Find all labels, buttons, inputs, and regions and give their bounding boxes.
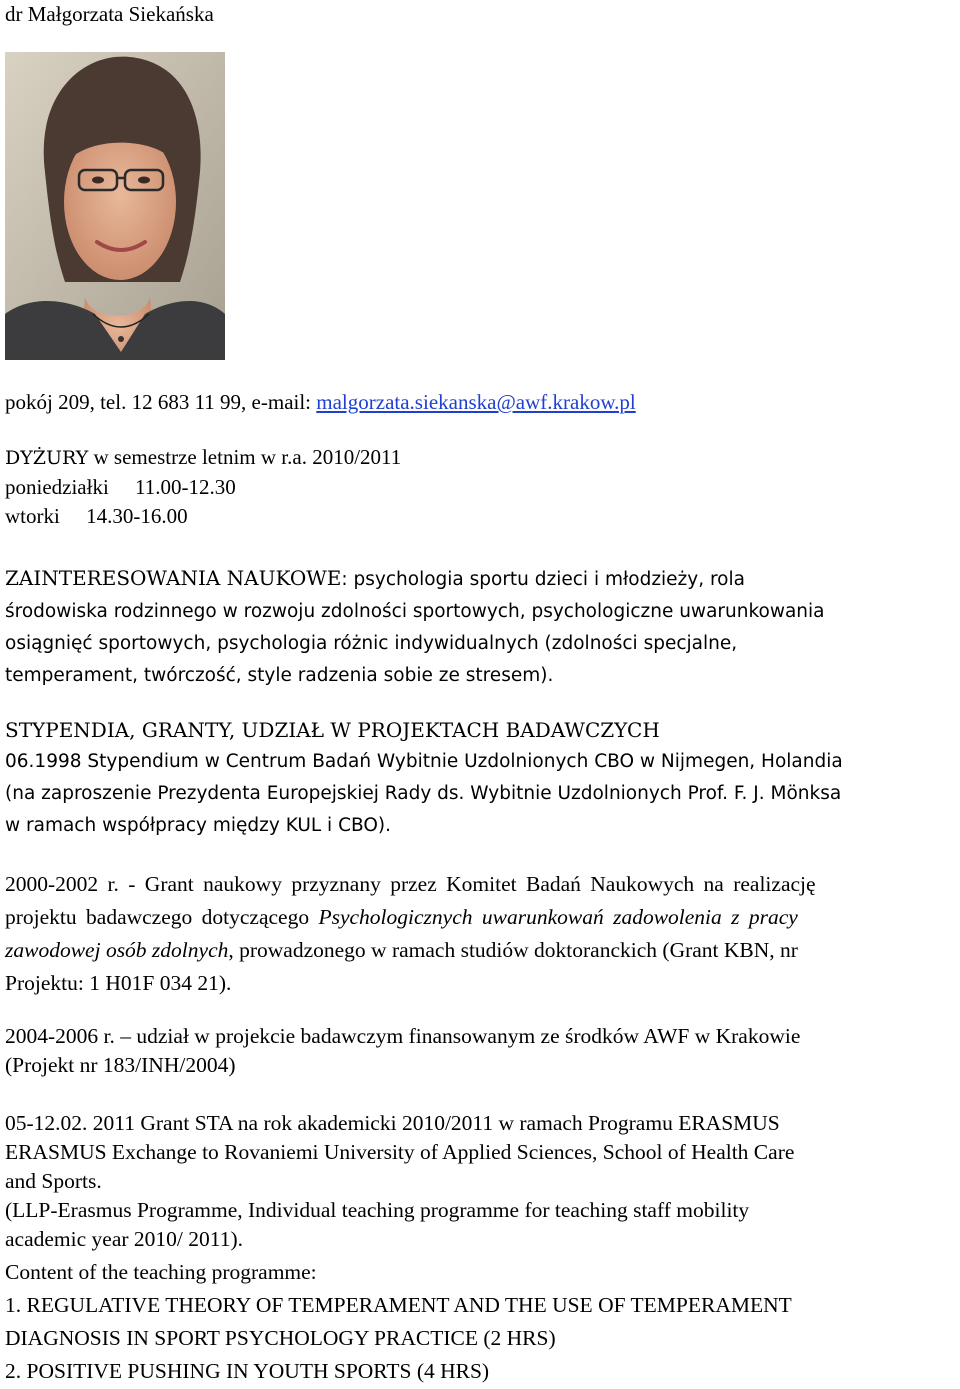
grant-kbn-title-cont: zawodowej osób zdolnych	[5, 938, 229, 962]
duty-tuesday: wtorki 14.30-16.00	[5, 504, 188, 528]
grant-erasmus-line-4: (LLP-Erasmus Programme, Individual teaching programme for teaching staff mobility	[5, 1198, 750, 1222]
contact-text: pokój 209, tel. 12 683 11 99, e-mail:	[5, 390, 317, 414]
grant-kbn-text-cont: , prowadzonego w ramach studiów doktoranckich (Grant KBN, nr	[228, 938, 798, 962]
duty-semester: w semestrze letnim w r.a. 2010/2011	[88, 445, 402, 469]
interests-line-2: środowiska rodzinnego w rozwoju zdolności sportowych, psychologiczne uwarunkowania	[5, 601, 825, 622]
author-name: dr Małgorzata Siekańska	[5, 2, 214, 26]
grant-erasmus	[5, 1109, 794, 1386]
grant-kbn-text: projektu badawczego dotyczącego	[5, 905, 319, 929]
portrait-image	[5, 52, 225, 360]
grant-cbo-line-3: w ramach współpracy między KUL i CBO).	[5, 815, 392, 836]
grant-awf-line-2: (Projekt nr 183/INH/2004)	[5, 1053, 236, 1077]
programme-item-2: 2. POSITIVE PUSHING IN YOUTH SPORTS (4 HRS)	[5, 1359, 490, 1383]
contact-line	[5, 388, 636, 417]
grant-cbo-line-2: (na zaproszenie Prezydenta Europejskiej Rady ds. Wybitnie Uzdolnionych Prof. F. J. Mönksa	[5, 783, 842, 804]
programme-item-1-line-2: DIAGNOSIS IN SPORT PSYCHOLOGY PRACTICE (2 HRS)	[5, 1326, 556, 1350]
grant-erasmus-line-5: academic year 2010/ 2011).	[5, 1227, 243, 1251]
grant-kbn-line-1: 2000-2002 r. - Grant naukowy przyznany przez Komitet Badań Naukowych na realizację	[5, 872, 816, 896]
grant-kbn	[5, 868, 816, 1000]
duty-heading: DYŻURY	[5, 447, 89, 469]
teaching-programme-label: Content of the teaching programme:	[5, 1260, 317, 1284]
programme-item-1-line-1: 1. REGULATIVE THEORY OF TEMPERAMENT AND THE USE OF TEMPERAMENT	[5, 1293, 792, 1317]
grant-cbo	[5, 746, 843, 842]
grant-erasmus-line-1: 05-12.02. 2011 Grant STA na rok akademicki 2010/2011 w ramach Programu ERASMUS	[5, 1111, 780, 1135]
grant-kbn-line-3	[5, 934, 816, 967]
grant-kbn-line-4: Projektu: 1 H01F 034 21).	[5, 971, 232, 995]
grant-erasmus-line-2: ERASMUS Exchange to Rovaniemi University of Applied Sciences, School of Health Care	[5, 1140, 795, 1164]
email-link[interactable]: malgorzata.siekanska@awf.krakow.pl	[316, 390, 636, 414]
grant-kbn-title: Psychologicznych uwarunkowań zadowolenia z pracy	[318, 905, 798, 929]
duty-section	[5, 443, 401, 531]
grant-awf	[5, 1022, 800, 1080]
grant-cbo-line-1: 06.1998 Stypendium w Centrum Badań Wybitnie Uzdolnionych CBO w Nijmegen, Holandia	[5, 751, 843, 772]
portrait-photo	[5, 52, 225, 360]
interests-line-4: temperament, twórczość, style radzenia sobie ze stresem).	[5, 665, 554, 686]
interests-section	[5, 562, 825, 692]
interests-line-1: : psychologia sportu dzieci i młodzieży, rola	[341, 569, 745, 590]
grant-awf-line-1: 2004-2006 r. – udział w projekcie badawczym finansowanym ze środków AWF w Krakowie	[5, 1024, 801, 1048]
grant-kbn-line-2	[5, 901, 816, 934]
grants-heading: STYPENDIA, GRANTY, UDZIAŁ W PROJEKTACH BADAWCZYCH	[5, 718, 660, 742]
duty-monday: poniedziałki 11.00-12.30	[5, 475, 236, 499]
grant-erasmus-line-3: and Sports.	[5, 1169, 102, 1193]
interests-heading: ZAINTERESOWANIA NAUKOWE	[5, 566, 342, 590]
interests-line-3: osiągnięć sportowych, psychologia różnic indywidualnych (zdolności specjalne,	[5, 633, 738, 654]
